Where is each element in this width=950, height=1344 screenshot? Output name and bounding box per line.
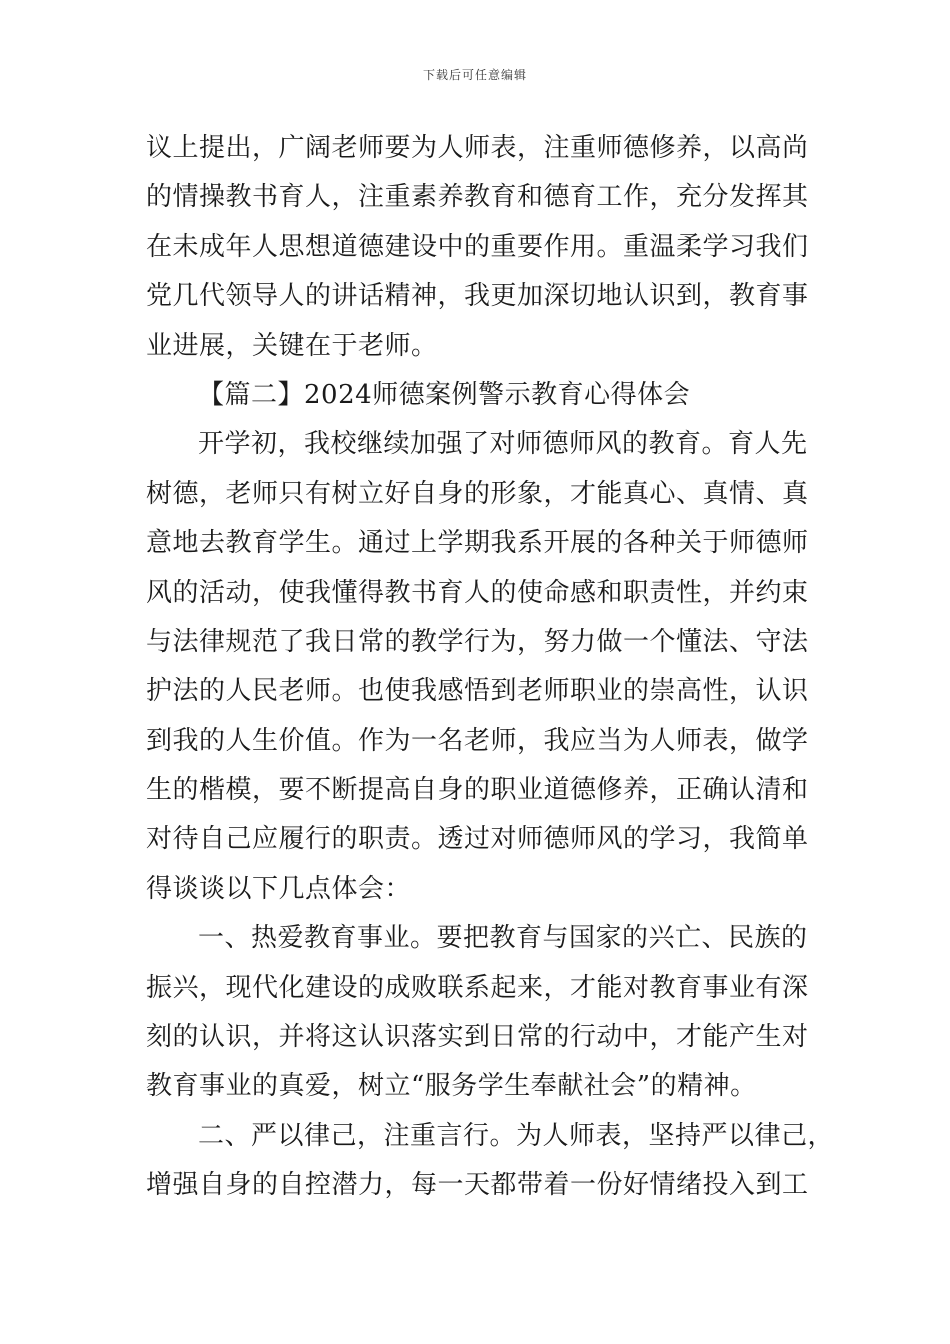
text-line: 刻的认识，并将这认识落实到日常的行动中，才能产生对 [146,1022,809,1053]
text-line: 得谈谈以下几点体会： [146,873,412,904]
text-line: 【篇二】2024师德案例警示教育心得体会 [198,379,691,410]
text-line: 对待自己应履行的职责。透过对师德师风的学习，我简单 [146,824,809,855]
text-line: 业进展，关键在于老师。 [146,330,438,361]
text-line: 增强自身的自控潜力，每一天都带着一份好情绪投入到工 [146,1170,809,1201]
text-line: 的情操教书育人，注重素养教育和德育工作，充分发挥其 [146,182,809,213]
text-line: 到我的人生价值。作为一名老师，我应当为人师表，做学 [146,725,809,756]
text-line: 开学初，我校继续加强了对师德师风的教育。育人先 [198,429,808,460]
text-line: 意地去教育学生。通过上学期我系开展的各种关于师德师 [146,528,809,559]
text-line: 树德，老师只有树立好自身的形象，才能真心、真情、真 [146,478,809,509]
document-body [146,124,835,1211]
text-line: 议上提出，广阔老师要为人师表，注重师德修养，以高尚 [146,133,809,163]
text-line: 与法律规范了我日常的教学行为，努力做一个懂法、守法 [146,626,809,657]
text-line: 护法的人民老师。也使我感悟到老师职业的崇高性，认识 [146,676,809,707]
text-line: 教育事业的真爱，树立“服务学生奉献社会”的精神。 [146,1071,757,1102]
header-note: 下载后可任意编辑 [422,68,527,82]
text-line: 在未成年人思想道德建设中的重要作用。重温柔学习我们 [146,231,809,262]
text-line: 二、严以律己，注重言行。为人师表，坚持严以律己， [198,1120,835,1151]
text-line: 党几代领导人的讲话精神，我更加深切地认识到，教育事 [146,281,809,312]
text-line: 风的活动，使我懂得教书育人的使命感和职责性，并约束 [146,577,809,608]
text-line: 生的楷模，要不断提高自身的职业道德修养，正确认清和 [146,775,809,806]
text-line: 振兴，现代化建设的成败联系起来，才能对教育事业有深 [146,972,809,1003]
text-line: 一、热爱教育事业。要把教育与国家的兴亡、民族的 [198,923,808,954]
